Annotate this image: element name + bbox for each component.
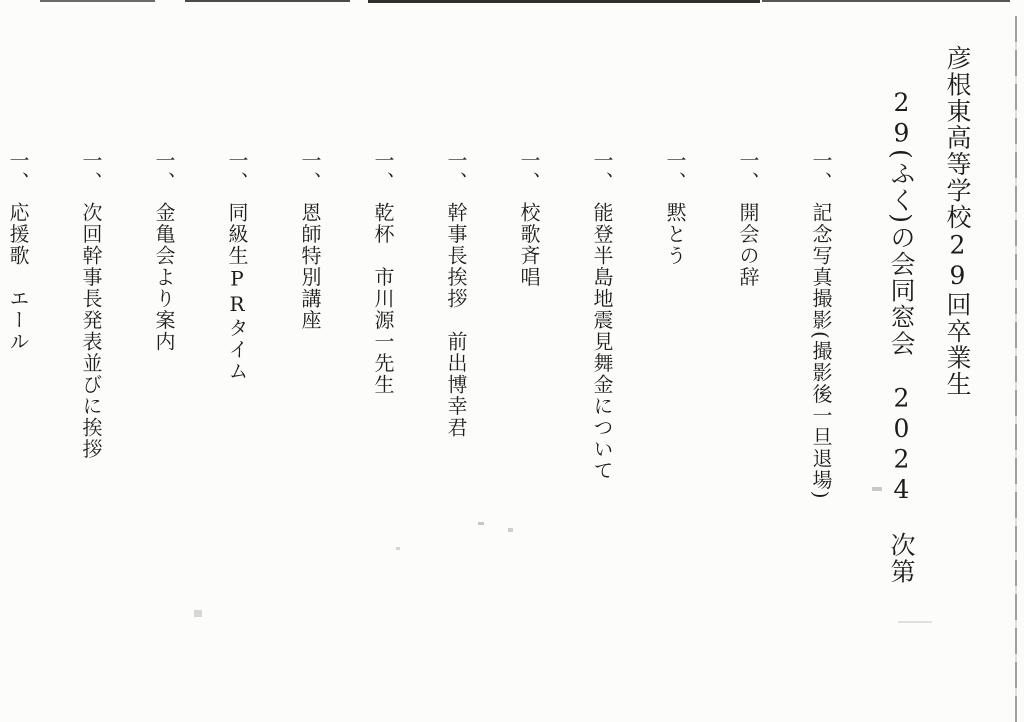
program-item-opening-address [734, 0, 763, 722]
item-text: タイム [225, 317, 249, 382]
item-text: 黙とう [663, 202, 687, 267]
item-text: 金亀会より案内 [152, 202, 176, 353]
item-text: 乾杯 市川源一先生 [371, 202, 395, 396]
item-marker: 一、 [590, 150, 614, 193]
item-marker: 一、 [6, 150, 30, 193]
item-marker: 一、 [298, 150, 322, 193]
item-marker: 一、 [736, 150, 760, 193]
item-marker: 一、 [225, 150, 249, 193]
title2-number: 29 [887, 88, 916, 149]
program-item-school-song [515, 0, 544, 722]
page-title-line-2 [883, 0, 919, 722]
item-text: 応援歌 エール [6, 202, 30, 353]
title2-reunion-name: (ふく)の会同窓会 [887, 149, 916, 358]
item-marker: 一、 [663, 150, 687, 193]
item-text: 記念写真撮影(撮影後一旦退場) [809, 202, 833, 501]
item-text-latin: PR [225, 266, 249, 318]
item-marker: 一、 [371, 150, 395, 193]
title-class-number: 29 [943, 230, 972, 292]
item-text: 恩師特別講座 [298, 202, 322, 331]
item-marker: 一、 [444, 150, 468, 193]
page-title-line-1 [939, 0, 975, 722]
item-marker: 一、 [517, 150, 541, 193]
item-text: 校歌斉唱 [517, 202, 541, 288]
title-graduates: 回卒業生 [943, 291, 972, 398]
item-text: 同級生 [225, 202, 249, 267]
scan-edge-artifact [1015, 16, 1017, 722]
item-marker: 一、 [152, 150, 176, 193]
item-marker: 一、 [809, 150, 833, 193]
title2-program-word: 次第 [887, 505, 916, 586]
program-item-kinkikai-info [150, 0, 179, 722]
program-item-next-secretary [77, 0, 106, 722]
item-text: 幹事長挨拶 前出博幸君 [444, 202, 468, 439]
program-item-silent-prayer [661, 0, 690, 722]
program-item-cheer-song [4, 0, 33, 722]
item-text: 能登半島地震見舞金について [590, 202, 614, 482]
program-item-teacher-lecture [296, 0, 325, 722]
program-item-photo [807, 0, 836, 722]
item-marker: 一、 [79, 150, 103, 193]
program-item-secretary-greeting [442, 0, 471, 722]
title-school-name: 彦根東高等学校 [943, 45, 972, 231]
title2-year: 2024 [887, 357, 916, 506]
program-item-earthquake-donation [588, 0, 617, 722]
item-text: 開会の辞 [736, 202, 760, 288]
item-text: 次回幹事長発表並びに挨拶 [79, 202, 103, 460]
program-item-classmate-pr [223, 0, 252, 722]
program-item-toast [369, 0, 398, 722]
